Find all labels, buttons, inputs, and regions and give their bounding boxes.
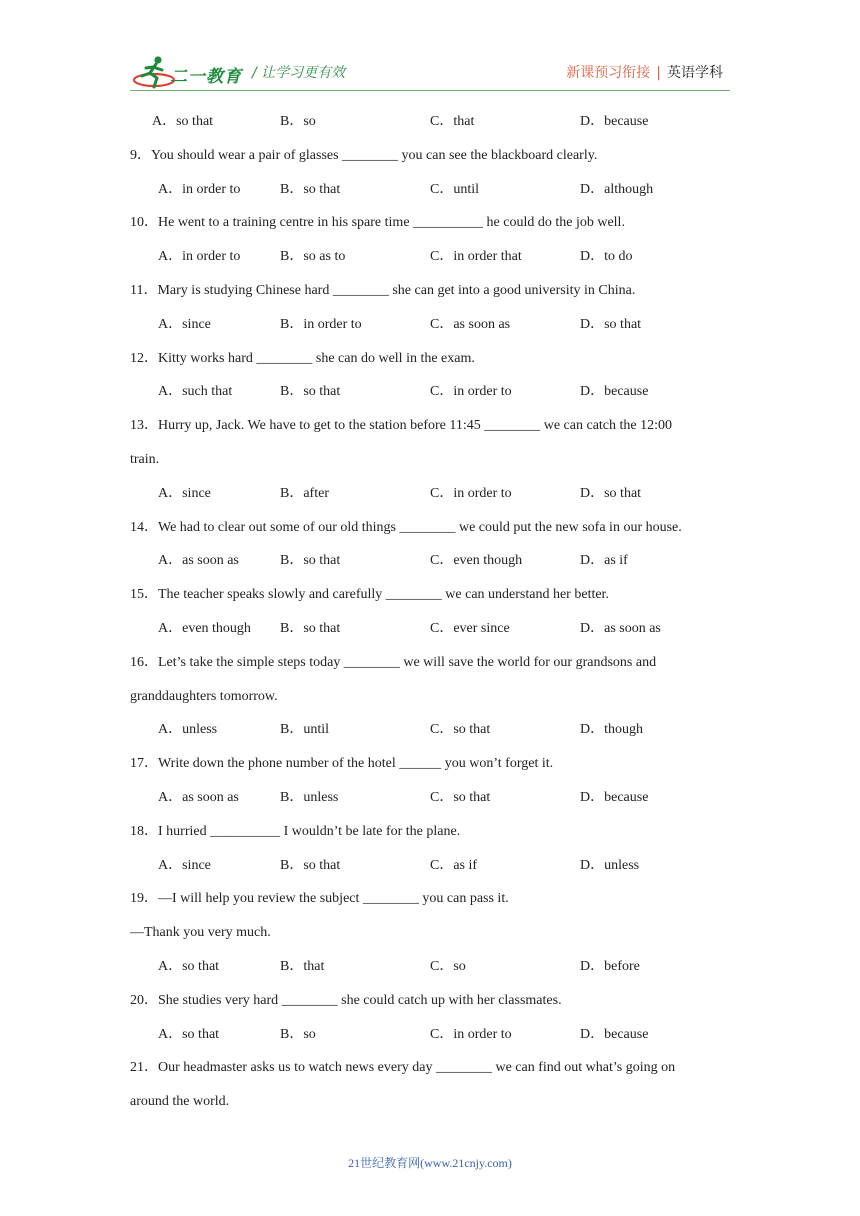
option-d: D．though	[580, 722, 643, 738]
option-a: A．in order to	[158, 181, 241, 197]
option-d: D．so that	[580, 485, 642, 501]
question-continuation	[130, 919, 735, 953]
question-stem	[130, 581, 735, 615]
header-course-info	[566, 62, 723, 82]
question-stem	[130, 514, 735, 548]
option-d: D．before	[580, 958, 640, 974]
question-text: 11．Mary is studying Chinese hard ________ she can get into a good university in China.	[130, 282, 636, 298]
option-a: A．unless	[158, 722, 218, 738]
course-name: 新课预习衔接	[566, 65, 651, 81]
question-text: 15．The teacher speaks slowly and carefully ________ we can understand her better.	[130, 587, 609, 603]
question-stem	[130, 750, 735, 784]
options-row	[130, 784, 735, 818]
option-d: D．so that	[580, 316, 642, 332]
option-a: A．as soon as	[158, 789, 239, 805]
option-a: A．in order to	[158, 249, 241, 265]
question-stem	[130, 818, 735, 852]
option-d: D．unless	[580, 857, 640, 873]
option-c: C．in order to	[430, 485, 512, 501]
option-c: C．so that	[430, 722, 491, 738]
option-c: C．so	[430, 958, 466, 974]
page-footer: 21世纪教育网(www.21cnjy.com)	[348, 1156, 512, 1170]
option-a: A．since	[158, 485, 211, 501]
subject-name: 英语学科	[667, 65, 723, 81]
option-a: A．so that	[158, 958, 220, 974]
options-row	[130, 547, 735, 581]
question-stem	[130, 412, 735, 446]
option-d: D．as soon as	[580, 620, 661, 636]
option-b: B．in order to	[280, 316, 362, 332]
options-row	[130, 311, 735, 345]
option-c: C．as soon as	[430, 316, 511, 332]
question-stem	[130, 1054, 735, 1088]
question-continuation	[130, 1088, 735, 1122]
question-continuation-text: train.	[130, 451, 160, 467]
option-b: B．so that	[280, 553, 341, 569]
question-text: 10．He went to a training centre in his spare time __________ he could do the job well.	[130, 215, 625, 231]
option-a: A．so that	[158, 1026, 220, 1042]
question-text: 16．Let’s take the simple steps today ________ we will save the world for our grandsons and	[130, 654, 657, 670]
option-b: B．until	[280, 722, 330, 738]
options-row	[130, 480, 735, 514]
option-c: C．even though	[430, 553, 523, 569]
option-b: B．after	[280, 485, 329, 501]
options-row	[130, 953, 735, 987]
option-a: A．even though	[158, 620, 251, 636]
options-row	[130, 176, 735, 210]
option-a: A．since	[158, 316, 211, 332]
question-text: 18．I hurried __________ I wouldn’t be late for the plane.	[130, 823, 461, 839]
question-stem	[130, 277, 735, 311]
option-c: C．so that	[430, 789, 491, 805]
option-a: A．since	[158, 857, 211, 873]
option-b: B．so that	[280, 181, 341, 197]
carryover-options-row	[130, 108, 735, 142]
option-b: B．so	[280, 1026, 316, 1042]
question-text: 14．We had to clear out some of our old things ________ we could put the new sofa in our house.	[130, 519, 682, 535]
question-stem	[130, 649, 735, 683]
question-continuation	[130, 446, 735, 480]
question-list	[130, 108, 735, 1122]
option-c: C．in order that	[430, 249, 522, 265]
option-d: D．as if	[580, 553, 628, 569]
question-stem	[130, 345, 735, 379]
question-continuation-text: —Thank you very much.	[130, 925, 271, 941]
header-separator: |	[656, 65, 661, 81]
question-stem	[130, 142, 735, 176]
question-text: 20．She studies very hard ________ she could catch up with her classmates.	[130, 992, 562, 1008]
option-c: C．ever since	[430, 620, 510, 636]
page-header	[0, 0, 860, 100]
option-d: D．although	[580, 181, 654, 197]
option-c: C．that	[430, 114, 475, 129]
option-c: C．in order to	[430, 1026, 512, 1042]
option-d: D．because	[580, 1026, 649, 1042]
option-c: C．in order to	[430, 384, 512, 400]
option-b: B．so	[280, 114, 316, 129]
question-stem	[130, 987, 735, 1021]
option-b: B．so that	[280, 857, 341, 873]
option-b: B．so that	[280, 384, 341, 400]
slogan: / 让学习更有效	[252, 65, 346, 81]
option-d: D．because	[580, 789, 649, 805]
option-b: B．unless	[280, 789, 339, 805]
options-row	[130, 716, 735, 750]
logo-text: 二一教育	[170, 67, 242, 87]
option-a: A．as soon as	[158, 553, 239, 569]
question-continuation	[130, 683, 735, 717]
header-divider	[130, 90, 730, 91]
option-d: D．because	[580, 114, 649, 129]
option-c: C．as if	[430, 857, 478, 873]
question-text: 12．Kitty works hard ________ she can do well in the exam.	[130, 350, 475, 366]
options-row	[130, 243, 735, 277]
option-a: A．such that	[158, 384, 233, 400]
question-text: 21．Our headmaster asks us to watch news every day ________ we can find out what’s going on	[130, 1060, 676, 1076]
option-c: C．until	[430, 181, 480, 197]
options-row	[130, 378, 735, 412]
option-d: D．to do	[580, 249, 633, 265]
question-stem	[130, 209, 735, 243]
option-b: B．so as to	[280, 249, 346, 265]
question-text: 17．Write down the phone number of the hotel ______ you won’t forget it.	[130, 756, 554, 772]
question-text: 19．—I will help you review the subject ________ you can pass it.	[130, 891, 509, 907]
options-row	[130, 852, 735, 886]
options-row	[130, 615, 735, 649]
options-row	[130, 1021, 735, 1055]
question-stem	[130, 885, 735, 919]
option-b: B．so that	[280, 620, 341, 636]
question-continuation-text: granddaughters tomorrow.	[130, 688, 278, 704]
option-a: A．so that	[152, 114, 214, 129]
question-text: 9．You should wear a pair of glasses ________ you can see the blackboard clearly.	[130, 147, 598, 163]
question-text: 13．Hurry up, Jack. We have to get to the station before 11:45 ________ we can catch the 12:00	[130, 418, 673, 434]
option-b: B．that	[280, 958, 325, 974]
question-continuation-text: around the world.	[130, 1094, 230, 1110]
option-d: D．because	[580, 384, 649, 400]
